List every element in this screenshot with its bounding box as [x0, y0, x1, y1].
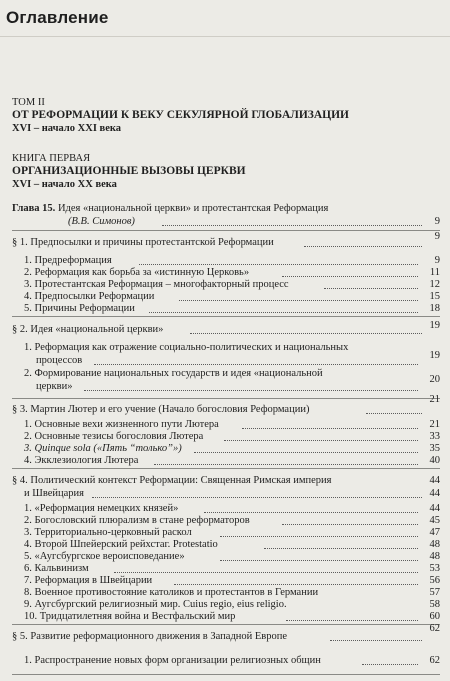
- item-page: 57: [429, 587, 440, 598]
- list-item[interactable]: [24, 367, 440, 393]
- volume-title: ОТ РЕФОРМАЦИИ К ВЕКУ СЕКУЛЯРНОЙ ГЛОБАЛИЗАЦИИ: [12, 109, 349, 121]
- chapter-prefix: Глава 15.: [12, 203, 56, 214]
- divider: [12, 230, 440, 231]
- item-label: 6. Кальвинизм: [24, 563, 89, 574]
- item-page: 62: [429, 655, 440, 666]
- item-page: 40: [429, 455, 440, 466]
- item-page: 48: [429, 551, 440, 562]
- item-page: 9: [434, 255, 440, 266]
- item-page: 47: [429, 527, 440, 538]
- item-label: 10. Тридцатилетняя война и Вестфальский мир: [24, 611, 236, 622]
- item-label-continued: процессов: [36, 355, 83, 366]
- item-page: 56: [429, 575, 440, 586]
- item-label: 2. Реформация как борьба за «истинную Церковь»: [24, 267, 250, 278]
- item-label: 3. Протестантская Реформация – многофакторный процесс: [24, 279, 289, 290]
- chapter-title: Идея «национальной церкви» и протестантская Реформация: [57, 203, 329, 214]
- item-page: 35: [429, 443, 440, 454]
- item-label: 5. «Аугсбургское вероисповедание»: [24, 551, 185, 562]
- item-page: 48: [429, 539, 440, 550]
- page-title: Оглавление: [6, 8, 109, 27]
- item-label: 1. Предреформация: [24, 255, 112, 266]
- item-label: 1. Реформация как отражение социально-политических и национальных: [24, 342, 349, 353]
- item-page: 53: [429, 563, 440, 574]
- item-label: 2. Основные тезисы богословия Лютера: [24, 431, 204, 442]
- item-page: 19: [429, 350, 440, 361]
- section-entry[interactable]: [12, 231, 440, 249]
- item-page: 11: [429, 267, 440, 278]
- divider: [12, 398, 440, 399]
- item-page: 33: [429, 431, 440, 442]
- item-label: 1. Основные вехи жизненного пути Лютера: [24, 419, 219, 430]
- item-page: 21: [429, 419, 440, 430]
- section-title: § 4. Политический контекст Реформации: Священная Римская империя: [12, 475, 332, 486]
- chapter-entry[interactable]: [12, 202, 440, 228]
- section-page: 21: [429, 394, 440, 405]
- section-page: 19: [429, 320, 440, 331]
- item-label: 9. Аугсбургский религиозный мир. Cuius regio, eius religio.: [24, 599, 287, 610]
- header-divider: [0, 36, 450, 37]
- section-page: 9: [434, 231, 440, 242]
- item-label-continued: церкви»: [36, 381, 73, 392]
- book-label: КНИГА ПЕРВАЯ: [12, 153, 91, 164]
- item-label: 2. Богословский плюрализм в стане реформаторов: [24, 515, 250, 526]
- section-entry[interactable]: [12, 474, 440, 500]
- section-title: § 2. Идея «национальной церкви»: [12, 324, 164, 335]
- item-label: 3. Quinque sola («Пять “только”»): [24, 443, 182, 454]
- divider: [12, 316, 440, 317]
- item-page: 18: [429, 303, 440, 314]
- section-title: § 5. Развитие реформационного движения в Западной Европе: [12, 631, 288, 642]
- divider: [12, 674, 440, 675]
- item-label: 8. Военное противостояние католиков и протестантов в Германии: [24, 587, 319, 598]
- list-item[interactable]: [24, 341, 440, 367]
- section-title: § 3. Мартин Лютер и его учение (Начало богословия Реформации): [12, 404, 310, 415]
- item-page: 15: [429, 291, 440, 302]
- item-label: 4. Предпосылки Реформации: [24, 291, 155, 302]
- item-label: 5. Причины Реформации: [24, 303, 135, 314]
- item-page: 58: [429, 599, 440, 610]
- volume-label: ТОМ II: [12, 97, 45, 108]
- item-label: 2. Формирование национальных государств и идея «национальной: [24, 368, 323, 379]
- section-page: 44: [429, 475, 440, 486]
- chapter-author: (В.В. Симонов): [68, 216, 135, 227]
- extra-page-number: 44: [429, 488, 440, 499]
- item-page: 20: [429, 374, 440, 385]
- book-period: XVI – начало XX века: [12, 179, 117, 190]
- section-title-continued: и Швейцария: [24, 488, 84, 499]
- item-page: 44: [429, 503, 440, 514]
- item-label: 3. Территориально-церковный раскол: [24, 527, 192, 538]
- divider: [12, 468, 440, 469]
- volume-period: XVI – начало XXI века: [12, 123, 122, 134]
- section-page: 62: [429, 623, 440, 634]
- item-label: 1. Распространение новых форм организации религиозных общин: [24, 655, 321, 666]
- chapter-page: 9: [434, 216, 440, 227]
- section-title: § 1. Предпосылки и причины протестантской Реформации: [12, 237, 274, 248]
- book-title: ОРГАНИЗАЦИОННЫЕ ВЫЗОВЫ ЦЕРКВИ: [12, 165, 246, 177]
- divider: [12, 624, 440, 625]
- item-page: 45: [429, 515, 440, 526]
- item-label: 4. Второй Шпейерский рейхстаг. Protestatio: [24, 539, 218, 550]
- item-label: 7. Реформация в Швейцарии: [24, 575, 153, 586]
- item-page: 12: [429, 279, 440, 290]
- item-label: 1. «Реформация немецких князей»: [24, 503, 179, 514]
- item-label: 4. Экклезиология Лютера: [24, 455, 139, 466]
- item-page: 60: [429, 611, 440, 622]
